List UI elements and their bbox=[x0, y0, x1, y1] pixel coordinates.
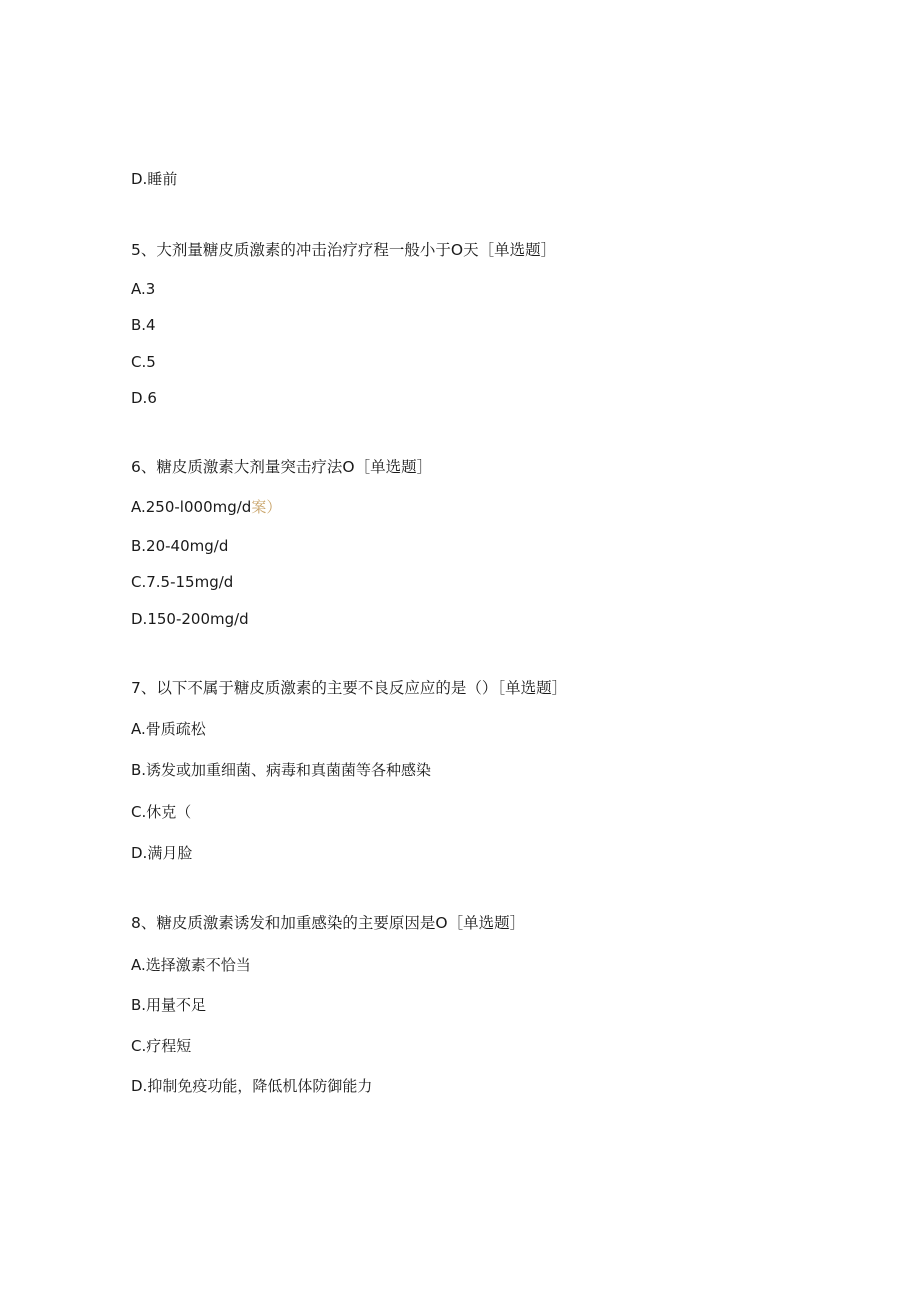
question-8: 8、糖皮质激素诱发和加重感染的主要原因是O［单选题］ bbox=[131, 914, 526, 932]
option-b-q7: B.诱发或加重细菌、病毒和真菌菌等各种感染 bbox=[131, 761, 432, 779]
option-c-q8: C.疗程短 bbox=[131, 1037, 192, 1055]
option-d-q8: D.抑制免疫功能，降低机体防御能力 bbox=[131, 1077, 373, 1095]
option-b-q6: B.20-40mg∕d bbox=[131, 537, 229, 555]
option-c-q5: C.5 bbox=[131, 353, 156, 371]
question-6: 6、糖皮质激素大剂量突击疗法O［单选题］ bbox=[131, 458, 433, 476]
option-c-q7: C.休克（ bbox=[131, 803, 192, 821]
option-d-q6: D.150-200mg∕d bbox=[131, 610, 249, 628]
option-a-q5: A.3 bbox=[131, 280, 156, 298]
option-b-q8: B.用量不足 bbox=[131, 996, 207, 1014]
option-b-q5: B.4 bbox=[131, 316, 156, 334]
option-a-q8: A.选择激素不恰当 bbox=[131, 956, 251, 974]
option-a-q6: A.250-l000mg∕d案） bbox=[131, 498, 282, 516]
question-5: 5、大剂量糖皮质激素的冲击治疗疗程一般小于O天［单选题］ bbox=[131, 241, 557, 259]
question-7: 7、以下不属于糖皮质激素的主要不良反应应的是（）［单选题］ bbox=[131, 679, 568, 697]
option-d-q4: D.睡前 bbox=[131, 170, 178, 188]
option-a-q7: A.骨质疏松 bbox=[131, 720, 206, 738]
option-d-q5: D.6 bbox=[131, 389, 157, 407]
answer-mark: 案） bbox=[251, 498, 282, 516]
option-d-q7: D.满月脸 bbox=[131, 844, 193, 862]
option-c-q6: C.7.5-15mg∕d bbox=[131, 573, 234, 591]
